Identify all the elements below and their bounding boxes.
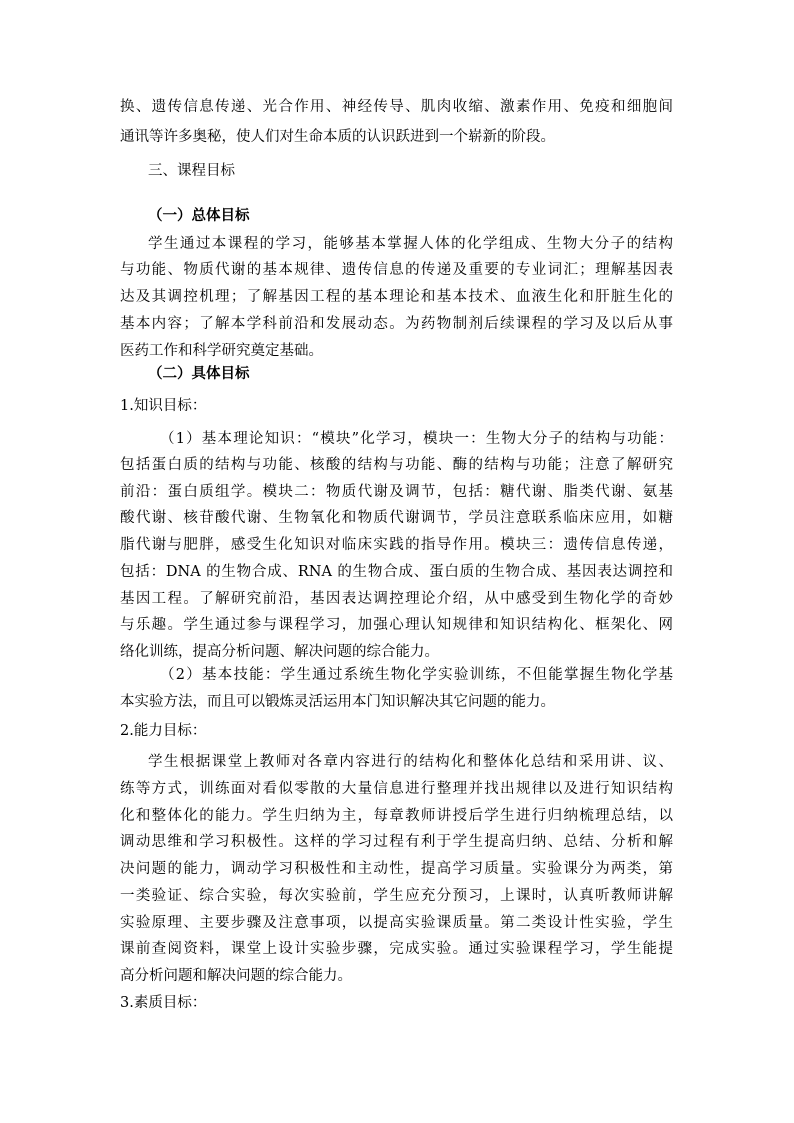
subsection-heading-overall: （一）总体目标: [148, 207, 250, 224]
item-heading-quality: 3.素质目标：: [120, 995, 207, 1011]
paragraph-line: 练等方式，训练面对看似零散的大量信息进行整理并找出规律以及进行知识结构: [120, 781, 673, 797]
paragraph-line: 酸代谢、核苷酸代谢、生物氧化和物质代谢调节，学员注意联系临床应用，如糖: [120, 510, 673, 526]
paragraph-line: 基本内容；了解本学科前沿和发展动态。为药物制剂后续课程的学习及以后从事: [120, 316, 673, 332]
paragraph-line: 包括：DNA 的生物合成、RNA 的生物合成、蛋白质的生物合成、基因表达调控和: [120, 564, 673, 580]
paragraph-line: 前沿：蛋白质组学。模块二：物质代谢及调节，包括：糖代谢、脂类代谢、氨基: [120, 484, 673, 500]
paragraph-line: （2）基本技能：学生通过系统生物化学实验训练，不但能掌握生物化学基: [160, 667, 673, 683]
paragraph-line: 脂代谢与肥胖，感受生化知识对临床实践的指导作用。模块三：遗传信息传递，: [120, 537, 673, 553]
paragraph-line: 化和整体化的能力。学生归纳为主，每章教师讲授后学生进行归纳梳理总结，以: [120, 808, 673, 824]
paragraph-line: 换、遗传信息传递、光合作用、神经传导、肌肉收缩、激素作用、免疫和细胞间: [120, 99, 673, 115]
paragraph-line: 调动思维和学习积极性。这样的学习过程有利于学生提高归纳、总结、分析和解: [120, 834, 673, 850]
section-heading: 三、课程目标: [148, 163, 235, 179]
paragraph-line: 与功能、物质代谢的基本规律、遗传信息的传递及重要的专业词汇；理解基因表: [120, 262, 673, 278]
paragraph-line: 决问题的能力，调动学习积极性和主动性，提高学习质量。实验课分为两类，第: [120, 861, 673, 877]
paragraph-line: 与乐趣。学生通过参与课程学习，加强心理认知规律和知识结构化、框架化、网: [120, 617, 673, 633]
paragraph-line: 达及其调控机理；了解基因工程的基本理论和基本技术、血液生化和肝脏生化的: [120, 289, 673, 305]
paragraph-line: 实验原理、主要步骤及注意事项，以提高实验课质量。第二类设计性实验，学生: [120, 915, 673, 931]
paragraph-line: 本实验方法，而且可以锻炼灵活运用本门知识解决其它问题的能力。: [120, 694, 555, 710]
paragraph-line: 一类验证、综合实验，每次实验前，学生应充分预习，上课时，认真听教师讲解: [120, 888, 673, 904]
paragraph-line: 包括蛋白质的结构与功能、核酸的结构与功能、酶的结构与功能；注意了解研究: [120, 457, 673, 473]
paragraph-line: （1）基本理论知识：“模块”化学习，模块一：生物大分子的结构与功能：: [160, 431, 673, 447]
item-heading-ability: 2.能力目标：: [120, 723, 207, 739]
paragraph-line: 医药工作和科学研究奠定基础。: [120, 343, 323, 359]
paragraph-line: 络化训练，提高分析问题、解决问题的综合能力。: [120, 644, 439, 660]
paragraph-line: 高分析问题和解决问题的综合能力。: [120, 968, 352, 984]
paragraph-line: 课前查阅资料，课堂上设计实验步骤，完成实验。通过实验课程学习，学生能提: [120, 941, 673, 957]
subsection-heading-specific: （二）具体目标: [148, 365, 250, 382]
item-heading-knowledge: 1.知识目标：: [120, 398, 207, 414]
paragraph-line: 基因工程。了解研究前沿，基因表达调控理论介绍，从中感受到生物化学的奇妙: [120, 591, 673, 607]
paragraph-line: 通讯等许多奥秘，使人们对生命本质的认识跃进到一个崭新的阶段。: [120, 129, 555, 145]
paragraph-line: 学生根据课堂上教师对各章内容进行的结构化和整体化总结和采用讲、议、: [148, 754, 673, 770]
paragraph-line: 学生通过本课程的学习，能够基本掌握人体的化学组成、生物大分子的结构: [148, 236, 673, 252]
